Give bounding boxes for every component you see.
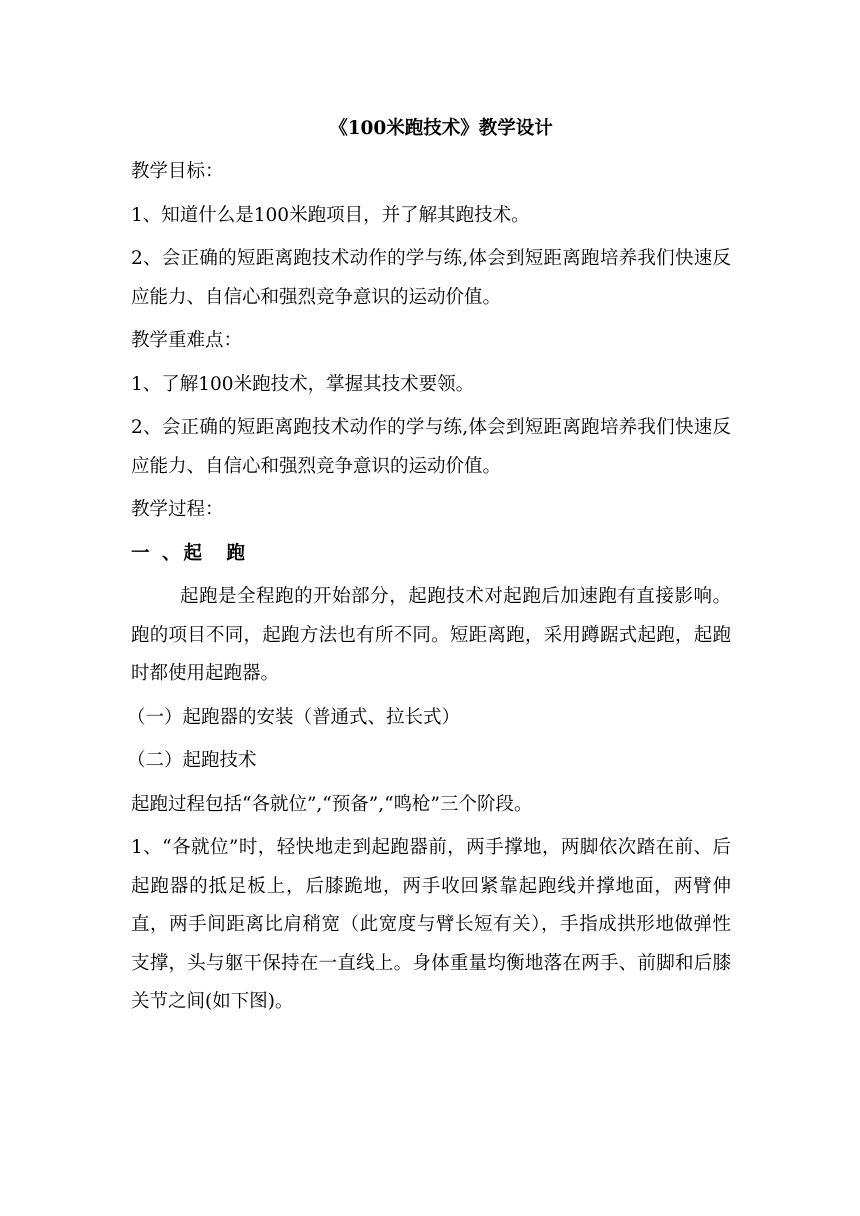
section-heading-start: 一 、起 跑 <box>131 542 248 564</box>
keypoint-item-1: 1、了解100米跑技术，掌握其技术要领。 <box>131 373 475 395</box>
document-title: 《100米跑技术》教学设计 <box>329 118 553 139</box>
objective-item-1: 1、知道什么是100米跑项目，并了解其跑技术。 <box>131 204 530 226</box>
section-intro-paragraph: 起跑是全程跑的开始部分，起跑技术对起跑后加速跑有直接影响。跑的项目不同，起跑方法也有所不同。短距离跑，采用蹲踞式起跑，起跑时都使用起跑器。 <box>131 586 731 684</box>
objectives-heading: 教学目标： <box>131 161 224 182</box>
step-paragraph-1: 1、“各就位”时，轻快地走到起跑器前，两手撑地，两脚依次踏在前、后起跑器的抵足板上，后膝跪地，两手收回紧靠起跑线并撑地面，两臂伸直，两手间距离比肩稍宽（此宽度与臂长短有关），手指成拱形地做弹性支撑，头与躯干保持在一直线上。身体重量均衡地落在两手、前脚和后膝关节之间(如下图)。 <box>131 837 731 1012</box>
document-body <box>127 110 731 1022</box>
phases-paragraph: 起跑过程包括“各就位”,“预备”,“鸣枪”三个阶段。 <box>131 793 533 815</box>
keypoint-item-2: 2、会正确的短距离跑技术动作的学与练,体会到短距离跑培养我们快速反应能力、自信心和强烈竞争意识的运动价值。 <box>131 417 731 477</box>
subsection-heading-blocks: （一）起跑器的安装（普通式、拉长式） <box>127 706 461 728</box>
keypoints-heading: 教学重难点： <box>131 330 243 351</box>
process-heading: 教学过程： <box>131 499 224 520</box>
subsection-heading-technique: （二）起跑技术 <box>127 750 257 771</box>
objective-item-2: 2、会正确的短距离跑技术动作的学与练,体会到短距离跑培养我们快速反应能力、自信心和强烈竞争意识的运动价值。 <box>131 248 731 308</box>
